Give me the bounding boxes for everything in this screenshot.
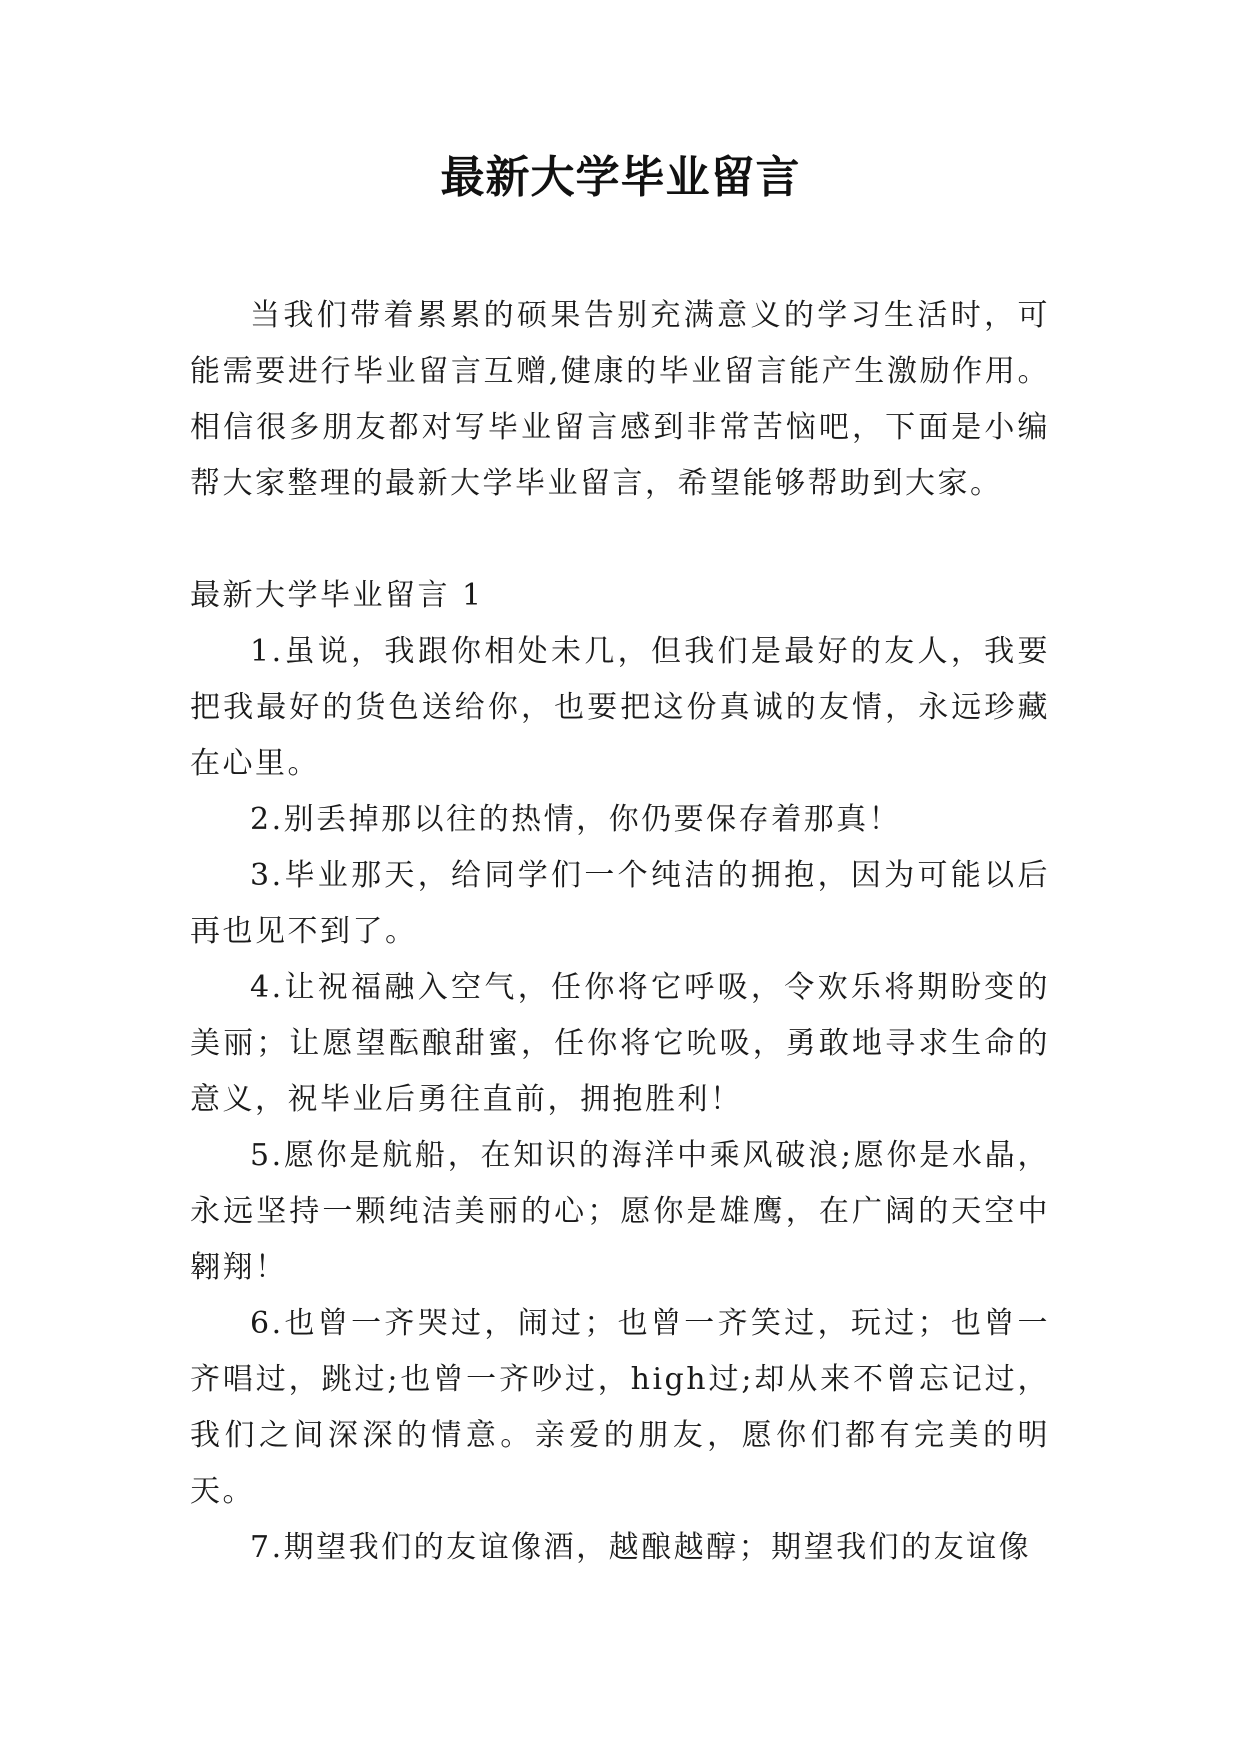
- document-title: 最新大学毕业留言: [440, 152, 801, 203]
- intro-paragraph: 当我们带着累累的硕果告别充满意义的学习生活时，可能需要进行毕业留言互赠,健康的毕业留言能产生激励作用。相信很多朋友都对写毕业留言感到非常苦恼吧，下面是小编帮大家整理的最新大学毕业留言，希望能够帮助到大家。: [190, 298, 1050, 501]
- list-item: 7.期望我们的友谊像酒，越酿越醇；期望我们的友谊像: [250, 1530, 1032, 1565]
- list-item: 2.别丢掉那以往的热情，你仍要保存着那真！: [250, 802, 902, 837]
- section-heading: 最新大学毕业留言 1: [190, 578, 484, 613]
- list-item: 3.毕业那天，给同学们一个纯洁的拥抱，因为可能以后再也见不到了。: [190, 858, 1050, 949]
- list-item: 6.也曾一齐哭过，闹过；也曾一齐笑过，玩过；也曾一齐唱过，跳过;也曾一齐吵过，high过;却从来不曾忘记过，我们之间深深的情意。亲爱的朋友，愿你们都有完美的明天。: [190, 1306, 1050, 1509]
- document-body: [190, 288, 1050, 1576]
- list-item: 5.愿你是航船，在知识的海洋中乘风破浪;愿你是水晶，永远坚持一颗纯洁美丽的心；愿你是雄鹰，在广阔的天空中翱翔！: [190, 1138, 1050, 1285]
- list-item: 4.让祝福融入空气，任你将它呼吸，令欢乐将期盼变的美丽；让愿望酝酿甜蜜，任你将它吮吸，勇敢地寻求生命的意义，祝毕业后勇往直前，拥抱胜利！: [190, 970, 1050, 1117]
- list-item: 1.虽说，我跟你相处未几，但我们是最好的友人，我要把我最好的货色送给你，也要把这份真诚的友情，永远珍藏在心里。: [190, 634, 1050, 781]
